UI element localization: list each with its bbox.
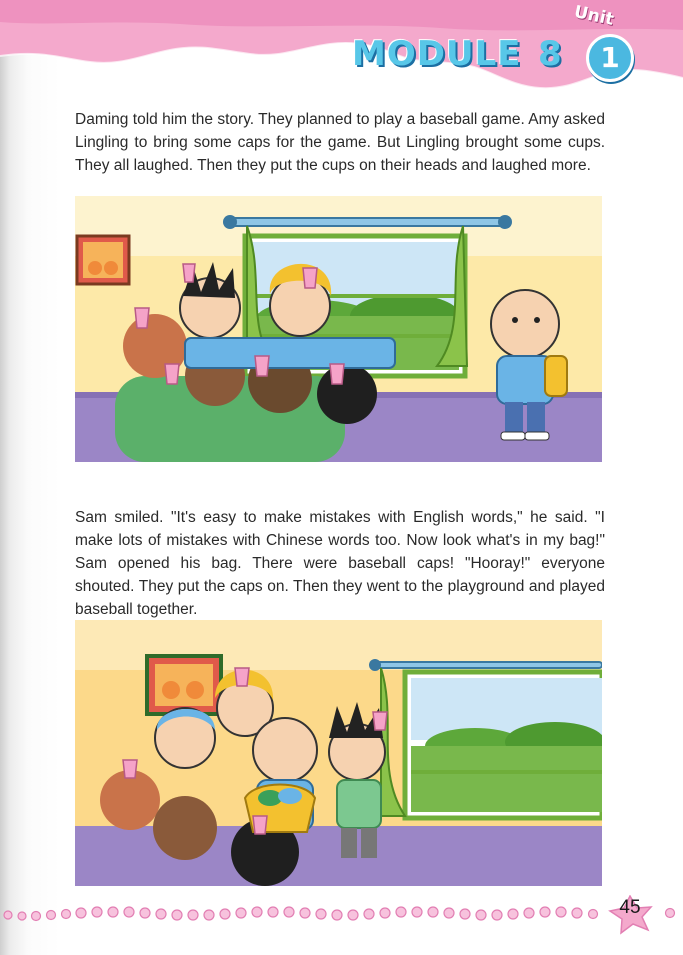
bead-border (0, 895, 683, 935)
wall-picture (77, 236, 129, 284)
page-number: 45 (619, 897, 641, 918)
unit-number: 1 (600, 41, 620, 74)
story-paragraph-2: Sam smiled. "It's easy to make mistakes with English words," he said. "I make lots of mistakes with Chinese words too. Now look what's in my bag!" Sam opened his bag. There were baseball caps! "Hooray!" everyone shouted. They put the caps on. Then they went to the playground and played baseball together. (75, 509, 605, 618)
unit-badge (586, 34, 634, 82)
unit-label: Unit (572, 2, 616, 30)
story-paragraph-1: Daming told him the story. They planned to play a baseball game. Amy asked Lingling to bring some caps for the game. But Lingling brought some cups. They all laughed. Then they put the cups on their heads and laughed more. (75, 111, 605, 174)
module-title: MODULE (352, 34, 522, 74)
wall-picture (147, 656, 221, 714)
illustration-classroom-cups (75, 196, 602, 462)
illustration-baseball-caps (75, 620, 602, 886)
module-number: 8 (538, 34, 562, 74)
window (369, 659, 602, 818)
